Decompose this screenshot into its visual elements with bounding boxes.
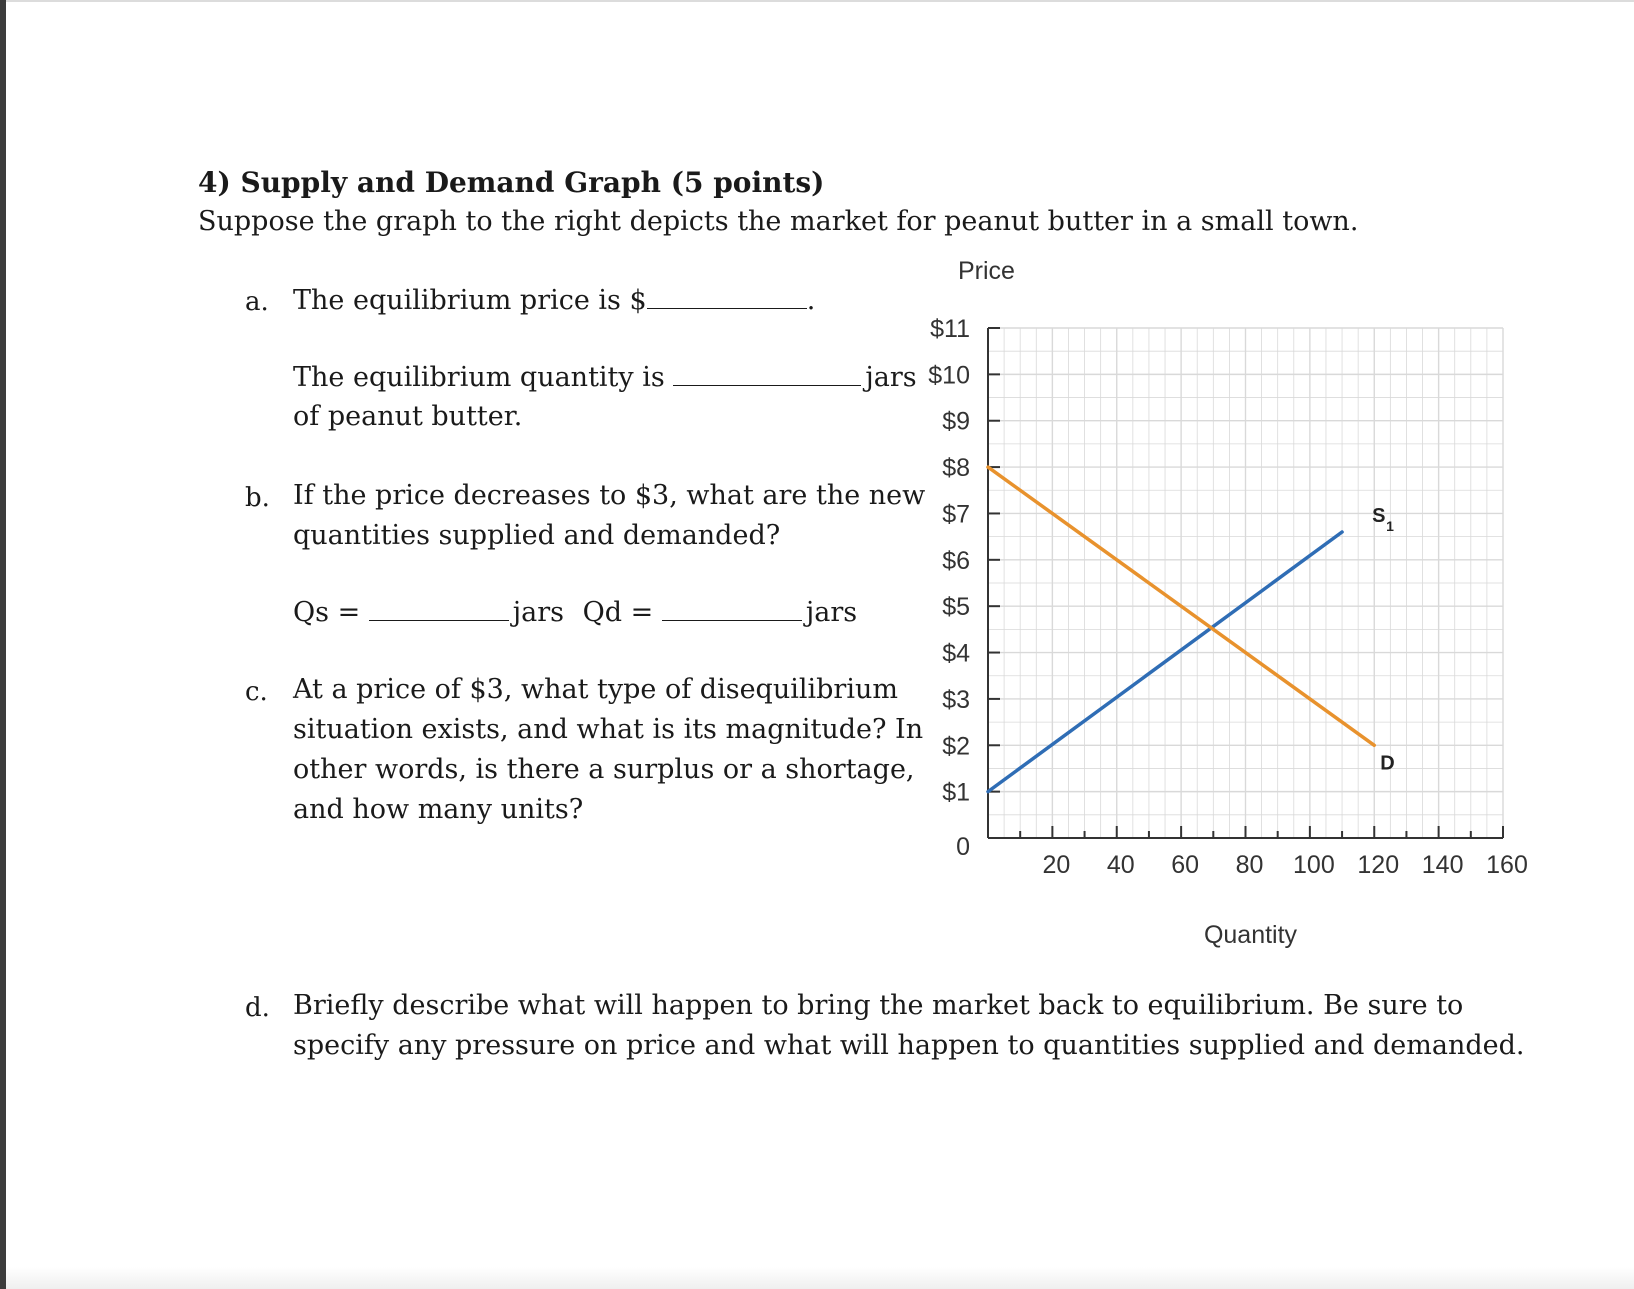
y-tick-label: $1 xyxy=(942,778,970,807)
demand-label: D xyxy=(1380,752,1395,775)
chart-grid xyxy=(988,328,1503,838)
part-c-line4: and how many units? xyxy=(293,794,584,825)
x-tick-label: 160 xyxy=(1486,851,1528,879)
question-title: 4) Supply and Demand Graph (5 points) xyxy=(198,166,825,199)
qs-unit: jars xyxy=(512,597,565,628)
y-tick-label: $4 xyxy=(942,639,970,668)
part-a-quantity-text: The equilibrium quantity is xyxy=(293,362,665,393)
x-tick-label: 60 xyxy=(1171,851,1200,879)
y-tick-label: $2 xyxy=(942,732,970,761)
y-tick-label: $11 xyxy=(930,315,970,343)
chart-labels xyxy=(928,257,1528,949)
qd-label: Qd = xyxy=(582,597,654,628)
x-tick-label: 100 xyxy=(1293,851,1335,879)
part-d-line2: specify any pressure on price and what will happen to quantities supplied and demanded. xyxy=(293,1030,1525,1061)
part-b-marker: b. xyxy=(245,483,270,513)
qd-unit: jars xyxy=(805,597,858,628)
part-b-line2: quantities supplied and demanded? xyxy=(293,520,781,551)
supply-label-subscript: 1 xyxy=(1386,518,1394,534)
x-axis-title: Quantity xyxy=(1203,921,1298,949)
y-tick-label: $3 xyxy=(942,685,970,714)
y-tick-label: $8 xyxy=(942,454,970,483)
part-a-price-text: The equilibrium price is $ xyxy=(293,285,647,316)
origin-label: 0 xyxy=(956,833,970,861)
part-d-marker: d. xyxy=(245,993,270,1023)
part-c-marker: c. xyxy=(245,677,268,707)
part-a-quantity-line2: of peanut butter. xyxy=(293,401,523,432)
y-axis-title: Price xyxy=(958,257,1015,285)
x-tick-label: 20 xyxy=(1042,851,1071,879)
qs-label: Qs = xyxy=(293,597,361,628)
x-tick-label: 140 xyxy=(1421,851,1464,879)
y-tick-label: $6 xyxy=(942,546,970,575)
part-a-price-end: . xyxy=(806,285,816,316)
y-tick-label: $10 xyxy=(928,361,970,390)
y-tick-label: $7 xyxy=(942,500,970,529)
question-intro: Suppose the graph to the right depicts the market for peanut butter in a small town. xyxy=(198,206,1359,237)
part-a-quantity-unit: jars xyxy=(865,362,917,393)
x-tick-label: 80 xyxy=(1235,851,1264,879)
y-tick-label: $5 xyxy=(942,593,970,622)
part-a-marker: a. xyxy=(245,287,269,317)
supply-label: S xyxy=(1372,505,1386,527)
part-d-line1: Briefly describe what will happen to bring the market back to equilibrium. Be sure to xyxy=(293,990,1464,1021)
y-tick-label: $9 xyxy=(942,407,970,436)
part-c-line2: situation exists, and what is its magnitude? In xyxy=(293,714,924,745)
part-c-line3: other words, is there a surplus or a shortage, xyxy=(293,754,915,785)
part-c-line1: At a price of $3, what type of disequilibrium xyxy=(293,674,898,705)
part-b-line1: If the price decreases to $3, what are the new xyxy=(293,480,926,511)
x-tick-label: 120 xyxy=(1357,851,1400,879)
x-tick-label: 40 xyxy=(1106,851,1135,879)
